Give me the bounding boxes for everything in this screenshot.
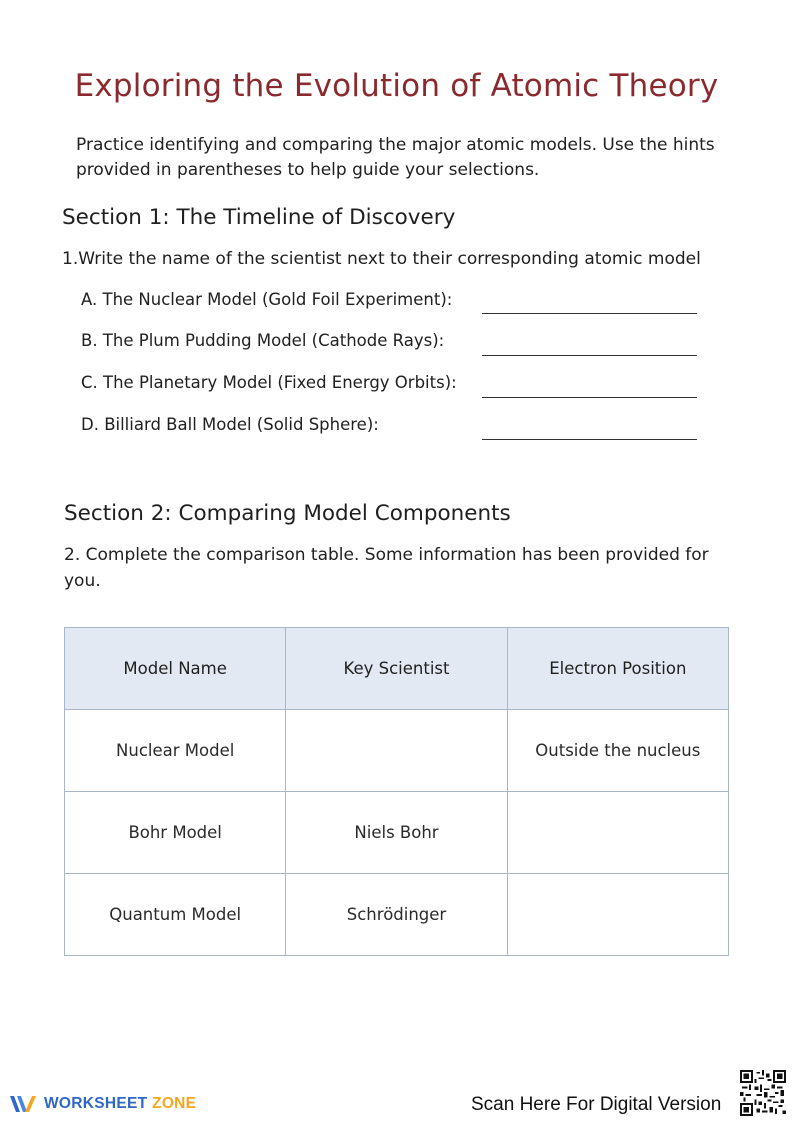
header-model-name: Model Name: [65, 628, 286, 710]
table-cell: Outside the nucleus: [507, 710, 728, 792]
logo-text-zone: ZONE: [152, 1095, 197, 1112]
answer-line-a[interactable]: [482, 313, 697, 314]
table-cell: Nuclear Model: [65, 710, 286, 792]
answer-line-d[interactable]: [482, 439, 697, 440]
table-cell: Bohr Model: [65, 792, 286, 874]
table-row: [65, 874, 729, 956]
item-a-label: A. The Nuclear Model (Gold Foil Experiment):: [81, 290, 453, 309]
table-cell-blank[interactable]: [507, 792, 728, 874]
item-c-label: C. The Planetary Model (Fixed Energy Orbits):: [81, 373, 457, 392]
table-row: [65, 710, 729, 792]
header-electron-position: Electron Position: [507, 628, 728, 710]
question-1: 1.Write the name of the scientist next to their corresponding atomic model: [62, 249, 701, 269]
item-d-label: D. Billiard Ball Model (Solid Sphere):: [81, 415, 379, 434]
header-key-scientist: Key Scientist: [286, 628, 507, 710]
section-1-title: Section 1: The Timeline of Discovery: [62, 205, 456, 230]
logo-text-worksheet: WORKSHEET: [44, 1095, 148, 1112]
table-cell-blank[interactable]: [286, 710, 507, 792]
table-cell: Niels Bohr: [286, 792, 507, 874]
answer-line-b[interactable]: [482, 355, 697, 356]
table-cell: Schrödinger: [286, 874, 507, 956]
answer-line-c[interactable]: [482, 397, 697, 398]
scan-text: Scan Here For Digital Version: [471, 1094, 722, 1115]
item-b-label: B. The Plum Pudding Model (Cathode Rays):: [81, 331, 445, 350]
page-title: Exploring the Evolution of Atomic Theory: [74, 68, 719, 104]
question-2: 2. Complete the comparison table. Some information has been provided for you.: [64, 545, 709, 591]
table-row: [65, 792, 729, 874]
section-2-title: Section 2: Comparing Model Components: [64, 501, 511, 526]
table-header-row: [65, 628, 729, 710]
qr-code-icon[interactable]: [740, 1070, 786, 1116]
comparison-table: [64, 627, 729, 956]
logo-w-icon: [8, 1092, 40, 1116]
worksheet-zone-logo: [8, 1092, 196, 1116]
table-cell-blank[interactable]: [507, 874, 728, 956]
intro-text: Practice identifying and comparing the major atomic models. Use the hints provided in parentheses to help guide your selections.: [76, 135, 715, 180]
table-cell: Quantum Model: [65, 874, 286, 956]
